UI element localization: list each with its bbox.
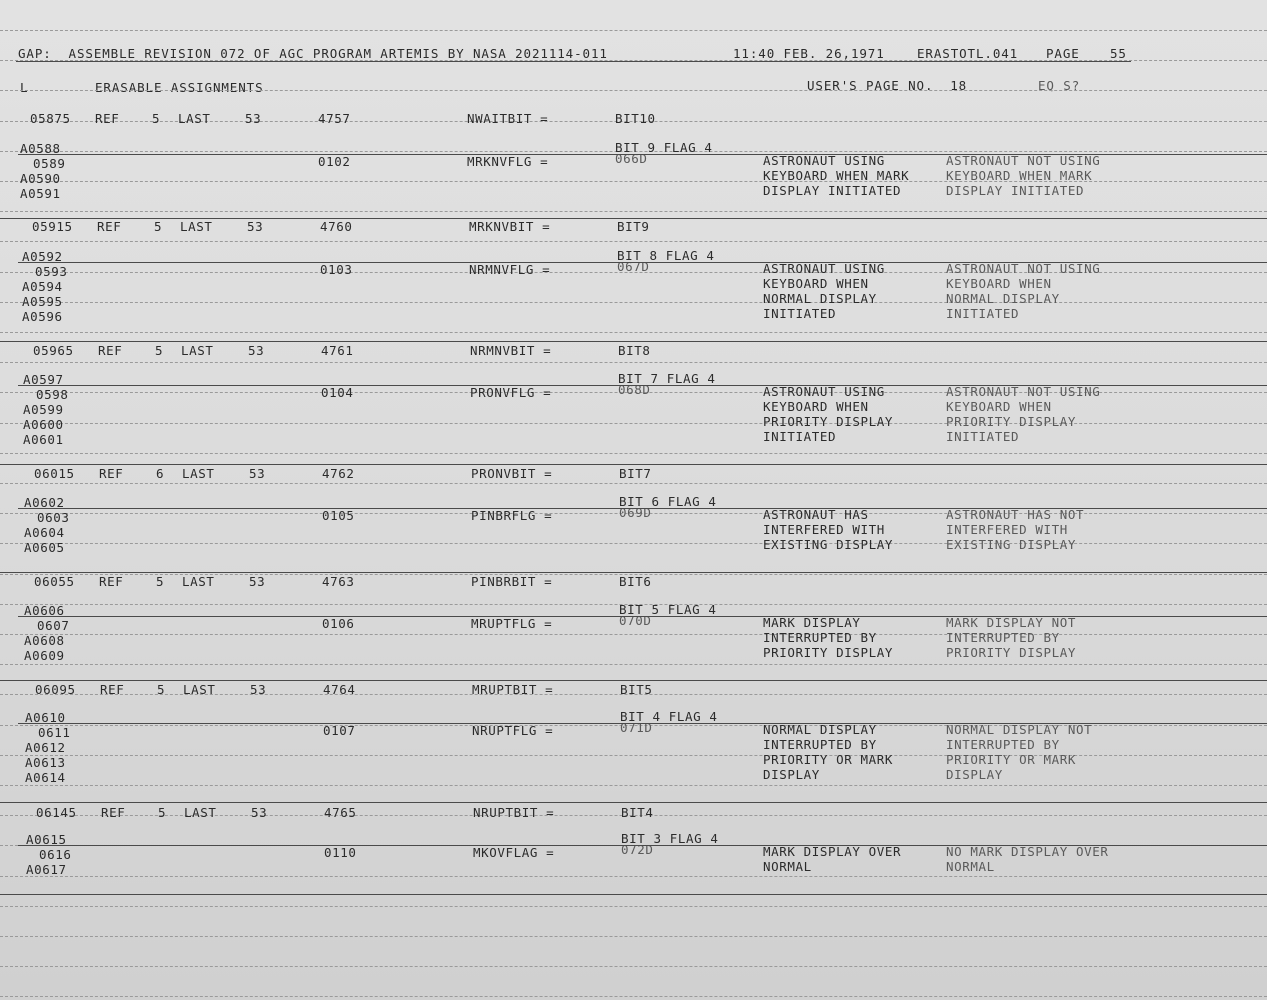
source-line-number: A0590 xyxy=(20,171,61,186)
source-line-number: A0612 xyxy=(25,740,66,755)
source-line-number: A0599 xyxy=(23,402,64,417)
ref-keyword: REF xyxy=(100,682,125,697)
source-line-number: A0614 xyxy=(25,770,66,785)
section-separator xyxy=(0,894,1267,895)
ref-count: 5 xyxy=(152,111,161,126)
last-number: 53 xyxy=(249,574,266,589)
flag-symbol: MRUPTFLG = xyxy=(471,616,553,631)
section-separator xyxy=(0,464,1267,465)
source-line-number: 0593 xyxy=(35,264,68,279)
source-line-number: A0608 xyxy=(24,633,65,648)
flag-block-rule xyxy=(18,385,1267,386)
bit-symbol: PINBRBIT = xyxy=(471,574,553,589)
flag-address: 0103 xyxy=(320,262,353,277)
last-keyword: LAST xyxy=(178,111,211,126)
flag-set-meaning: NORMAL DISPLAY xyxy=(763,291,877,306)
flag-reset-meaning: ASTRONAUT NOT USING xyxy=(946,261,1101,276)
flag-bit-position: BIT 4 FLAG 4 xyxy=(620,709,718,724)
ref-count: 5 xyxy=(155,343,164,358)
flag-block-rule xyxy=(18,723,1267,724)
source-line-number: A0596 xyxy=(22,309,63,324)
ref-address: 4762 xyxy=(322,466,355,481)
source-line-number: A0594 xyxy=(22,279,63,294)
last-keyword: LAST xyxy=(184,805,217,820)
flag-symbol: PRONVFLG = xyxy=(470,385,552,400)
bit-symbol: NWAITBIT = xyxy=(467,111,549,126)
flag-set-meaning: ASTRONAUT USING xyxy=(763,261,885,276)
form-rule xyxy=(0,60,1267,61)
source-line-number: 0603 xyxy=(37,510,70,525)
source-line-number: A0602 xyxy=(24,495,65,510)
source-line-number: A0615 xyxy=(26,832,67,847)
flag-reset-meaning: DISPLAY INITIATED xyxy=(946,183,1085,198)
ref-count: 5 xyxy=(156,574,165,589)
form-rule xyxy=(0,543,1267,544)
flag-set-meaning: INITIATED xyxy=(763,306,837,321)
source-line-number: A0597 xyxy=(23,372,64,387)
form-rule xyxy=(0,664,1267,665)
ref-count: 5 xyxy=(158,805,167,820)
source-line-number: 0611 xyxy=(38,725,71,740)
flag-symbol: PINBRFLG = xyxy=(471,508,553,523)
flag-set-meaning: KEYBOARD WHEN MARK xyxy=(763,168,910,183)
source-line-number: 0598 xyxy=(36,387,69,402)
header-file: ERASTOTL.041 xyxy=(917,46,1019,61)
last-number: 53 xyxy=(248,343,265,358)
flag-address: 0105 xyxy=(322,508,355,523)
form-rule xyxy=(0,241,1267,242)
header-page-number: 55 xyxy=(1110,46,1127,61)
flag-reset-meaning: INITIATED xyxy=(946,306,1020,321)
flag-set-meaning: MARK DISPLAY xyxy=(763,615,861,630)
source-line-number: A0591 xyxy=(20,186,61,201)
flag-reset-meaning: NO MARK DISPLAY OVER xyxy=(946,844,1109,859)
bit-symbol: NRUPTBIT = xyxy=(473,805,555,820)
flag-bit-position: BIT 7 FLAG 4 xyxy=(618,371,716,386)
bit-value: BIT8 xyxy=(618,343,651,358)
source-line-number: 0589 xyxy=(33,156,66,171)
flag-bit-position: BIT 9 FLAG 4 xyxy=(615,140,713,155)
bit-value: BIT9 xyxy=(617,219,650,234)
flag-reset-meaning: DISPLAY xyxy=(946,767,1003,782)
flag-bit-position: BIT 6 FLAG 4 xyxy=(619,494,717,509)
flag-code: 066D xyxy=(615,151,648,166)
ref-line-number: 06145 xyxy=(36,805,77,820)
last-keyword: LAST xyxy=(182,574,215,589)
flag-block-rule xyxy=(18,262,1267,263)
form-rule xyxy=(0,634,1267,635)
form-rule xyxy=(0,332,1267,333)
bit-symbol: MRKNVBIT = xyxy=(469,219,551,234)
last-keyword: LAST xyxy=(182,466,215,481)
ref-address: 4757 xyxy=(318,111,351,126)
flag-address: 0102 xyxy=(318,154,351,169)
source-line-number: A0617 xyxy=(26,862,67,877)
flag-block-rule xyxy=(18,616,1267,617)
section-separator xyxy=(0,218,1267,219)
flag-symbol: MRKNVFLG = xyxy=(467,154,549,169)
ref-line-number: 05875 xyxy=(30,111,71,126)
source-line-number: 0616 xyxy=(39,847,72,862)
bit-value: BIT10 xyxy=(615,111,656,126)
bit-value: BIT5 xyxy=(620,682,653,697)
flag-address: 0104 xyxy=(321,385,354,400)
flag-set-meaning: ASTRONAUT HAS xyxy=(763,507,869,522)
form-rule xyxy=(0,302,1267,303)
flag-set-meaning: PRIORITY DISPLAY xyxy=(763,645,894,660)
flag-reset-meaning: ASTRONAUT HAS NOT xyxy=(946,507,1085,522)
bit-value: BIT4 xyxy=(621,805,654,820)
source-line-number: A0613 xyxy=(25,755,66,770)
flag-bit-position: BIT 5 FLAG 4 xyxy=(619,602,717,617)
flag-bit-position: BIT 8 FLAG 4 xyxy=(617,248,715,263)
source-line-number: A0606 xyxy=(24,603,65,618)
last-number: 53 xyxy=(245,111,262,126)
flag-reset-meaning: NORMAL xyxy=(946,859,995,874)
flag-reset-meaning: INITIATED xyxy=(946,429,1020,444)
flag-address: 0107 xyxy=(323,723,356,738)
flag-symbol: NRUPTFLG = xyxy=(472,723,554,738)
flag-block-rule xyxy=(18,845,1267,846)
flag-reset-meaning: INTERFERED WITH xyxy=(946,522,1068,537)
form-rule xyxy=(0,453,1267,454)
ref-keyword: REF xyxy=(99,466,124,481)
ref-line-number: 06095 xyxy=(35,682,76,697)
ref-count: 5 xyxy=(154,219,163,234)
flag-reset-meaning: EXISTING DISPLAY xyxy=(946,537,1077,552)
last-number: 53 xyxy=(249,466,266,481)
flag-reset-meaning: KEYBOARD WHEN xyxy=(946,276,1052,291)
header-page-label: PAGE xyxy=(1046,46,1080,61)
ref-count: 6 xyxy=(156,466,165,481)
form-rule xyxy=(0,966,1267,967)
ref-address: 4765 xyxy=(324,805,357,820)
form-rule xyxy=(0,906,1267,907)
bit-symbol: NRMNVBIT = xyxy=(470,343,552,358)
ref-keyword: REF xyxy=(98,343,123,358)
ref-address: 4761 xyxy=(321,343,354,358)
flag-code: 067D xyxy=(617,259,650,274)
last-keyword: LAST xyxy=(180,219,213,234)
flag-reset-meaning: PRIORITY DISPLAY xyxy=(946,414,1077,429)
flag-code: 072D xyxy=(621,842,654,857)
flag-address: 0106 xyxy=(322,616,355,631)
ref-address: 4763 xyxy=(322,574,355,589)
ref-line-number: 06015 xyxy=(34,466,75,481)
flag-reset-meaning: PRIORITY DISPLAY xyxy=(946,645,1077,660)
flag-code: 069D xyxy=(619,505,652,520)
flag-set-meaning: ASTRONAUT USING xyxy=(763,153,885,168)
flag-set-meaning: KEYBOARD WHEN xyxy=(763,399,869,414)
users-page-number: USER'S PAGE NO. 18 xyxy=(807,78,968,93)
form-rule xyxy=(0,785,1267,786)
section-separator xyxy=(0,572,1267,573)
source-line-number: A0610 xyxy=(25,710,66,725)
source-line-number: A0605 xyxy=(24,540,65,555)
header-program-line: GAP: ASSEMBLE REVISION 072 OF AGC PROGRAM ARTEMIS BY NASA 2021114-011 xyxy=(18,46,608,61)
last-keyword: LAST xyxy=(181,343,214,358)
form-rule xyxy=(0,211,1267,212)
bit-symbol: PRONVBIT = xyxy=(471,466,553,481)
source-line-number: A0604 xyxy=(24,525,65,540)
ref-keyword: REF xyxy=(97,219,122,234)
flag-set-meaning: INTERRUPTED BY xyxy=(763,630,877,645)
flag-symbol: NRMNVFLG = xyxy=(469,262,551,277)
section-l: L xyxy=(20,80,29,95)
last-keyword: LAST xyxy=(183,682,216,697)
flag-set-meaning: KEYBOARD WHEN xyxy=(763,276,869,291)
ref-line-number: 05915 xyxy=(32,219,73,234)
source-line-number: A0592 xyxy=(22,249,63,264)
flag-bit-position: BIT 3 FLAG 4 xyxy=(621,831,719,846)
ref-keyword: REF xyxy=(99,574,124,589)
ref-address: 4764 xyxy=(323,682,356,697)
form-rule xyxy=(0,936,1267,937)
flag-set-meaning: MARK DISPLAY OVER xyxy=(763,844,902,859)
form-rule xyxy=(0,423,1267,424)
form-rule xyxy=(0,362,1267,363)
flag-reset-meaning: MARK DISPLAY NOT xyxy=(946,615,1077,630)
section-separator xyxy=(0,341,1267,342)
flag-reset-meaning: NORMAL DISPLAY NOT xyxy=(946,722,1093,737)
bit-value: BIT7 xyxy=(619,466,652,481)
flag-reset-meaning: PRIORITY OR MARK xyxy=(946,752,1077,767)
ref-count: 5 xyxy=(157,682,166,697)
section-separator xyxy=(0,802,1267,803)
source-line-number: A0601 xyxy=(23,432,64,447)
header-underline xyxy=(16,61,1131,62)
flag-set-meaning: PRIORITY DISPLAY xyxy=(763,414,894,429)
flag-reset-meaning: ASTRONAUT NOT USING xyxy=(946,384,1101,399)
flag-set-meaning: NORMAL xyxy=(763,859,812,874)
header-time: 11:40 FEB. 26,1971 xyxy=(733,46,885,61)
section-title: ERASABLE ASSIGNMENTS xyxy=(95,80,264,95)
source-line-number: A0588 xyxy=(20,141,61,156)
flag-set-meaning: PRIORITY OR MARK xyxy=(763,752,894,767)
eq-label: EQ S? xyxy=(1038,78,1081,93)
ref-keyword: REF xyxy=(101,805,126,820)
bit-symbol: MRUPTBIT = xyxy=(472,682,554,697)
ref-address: 4760 xyxy=(320,219,353,234)
ref-line-number: 06055 xyxy=(34,574,75,589)
flag-block-rule xyxy=(18,508,1267,509)
source-line-number: A0600 xyxy=(23,417,64,432)
bit-value: BIT6 xyxy=(619,574,652,589)
last-number: 53 xyxy=(250,682,267,697)
flag-set-meaning: INTERRUPTED BY xyxy=(763,737,877,752)
source-line-number: A0609 xyxy=(24,648,65,663)
ref-line-number: 05965 xyxy=(33,343,74,358)
flag-reset-meaning: KEYBOARD WHEN MARK xyxy=(946,168,1093,183)
flag-code: 068D xyxy=(618,382,651,397)
source-line-number: 0607 xyxy=(37,618,70,633)
form-rule xyxy=(0,755,1267,756)
ref-keyword: REF xyxy=(95,111,120,126)
flag-code: 071D xyxy=(620,720,653,735)
flag-set-meaning: DISPLAY xyxy=(763,767,820,782)
flag-set-meaning: INITIATED xyxy=(763,429,837,444)
flag-reset-meaning: ASTRONAUT NOT USING xyxy=(946,153,1101,168)
form-rule xyxy=(0,996,1267,997)
flag-address: 0110 xyxy=(324,845,357,860)
flag-reset-meaning: KEYBOARD WHEN xyxy=(946,399,1052,414)
flag-code: 070D xyxy=(619,613,652,628)
flag-reset-meaning: INTERRUPTED BY xyxy=(946,737,1060,752)
last-number: 53 xyxy=(247,219,264,234)
form-rule xyxy=(0,30,1267,31)
source-line-number: A0595 xyxy=(22,294,63,309)
flag-set-meaning: NORMAL DISPLAY xyxy=(763,722,877,737)
form-rule xyxy=(0,483,1267,484)
form-rule xyxy=(0,876,1267,877)
flag-reset-meaning: NORMAL DISPLAY xyxy=(946,291,1060,306)
flag-block-rule xyxy=(18,154,1267,155)
flag-set-meaning: EXISTING DISPLAY xyxy=(763,537,894,552)
flag-symbol: MKOVFLAG = xyxy=(473,845,555,860)
last-number: 53 xyxy=(251,805,268,820)
flag-set-meaning: DISPLAY INITIATED xyxy=(763,183,902,198)
flag-set-meaning: ASTRONAUT USING xyxy=(763,384,885,399)
flag-set-meaning: INTERFERED WITH xyxy=(763,522,885,537)
form-rule xyxy=(0,90,1267,91)
section-separator xyxy=(0,680,1267,681)
flag-reset-meaning: INTERRUPTED BY xyxy=(946,630,1060,645)
